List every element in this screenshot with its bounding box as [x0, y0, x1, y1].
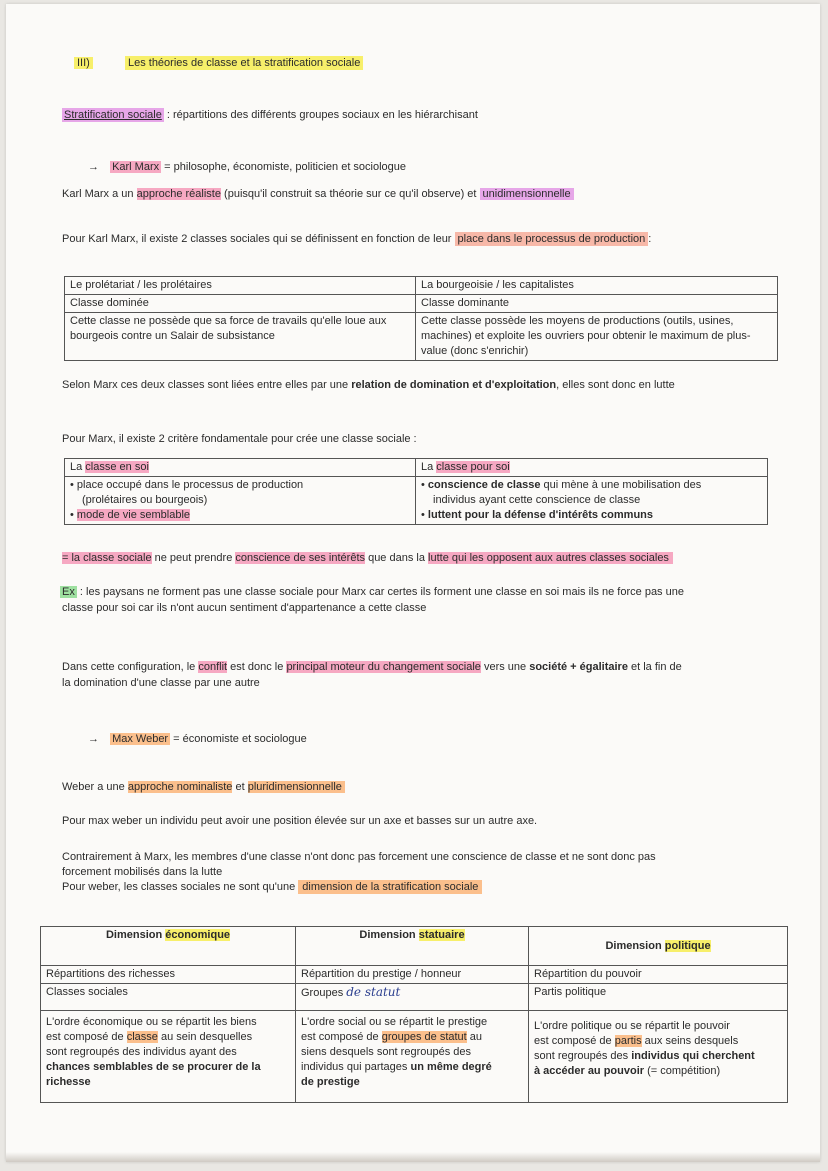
section-heading	[74, 56, 363, 71]
highlight-pluridimensionnelle: pluridimensionnelle	[248, 781, 345, 793]
highlight-pour-soi: classe pour soi	[436, 461, 510, 473]
section-numeral: III)	[74, 57, 93, 69]
document-page	[6, 4, 820, 1162]
text-part: La	[421, 461, 437, 473]
example-line-2: classe pour soi car ils n'ont aucun sentiment d'appartenance a cette classe	[62, 602, 427, 614]
text-part: :	[648, 233, 652, 245]
highlight-en-soi: classe en soi	[85, 461, 149, 473]
text-line: L'ordre politique ou se répartit le pouvoir	[534, 1020, 730, 1032]
text-part: Karl Marx a un	[62, 188, 137, 200]
proletariat-title: Le prolétariat / les prolétaires	[65, 277, 416, 295]
criterion-struggle: luttent pour la défense d'intérêts communs	[427, 509, 654, 521]
text-part: est composé de	[534, 1035, 615, 1047]
proletariat-status: Classe dominée	[65, 295, 416, 313]
handwritten-statut: de statut	[346, 985, 401, 999]
bullet-icon: •	[421, 509, 425, 521]
criterion-consciousness-detail: individus ayant cette conscience de classe	[433, 494, 641, 506]
bold-degre: un même degré	[410, 1061, 492, 1073]
marx-approach	[62, 187, 574, 202]
criterion-consciousness: conscience de classe	[427, 479, 541, 491]
text-part: que dans la	[365, 552, 429, 564]
weber-dimensions-table	[40, 926, 788, 1103]
bold-societe: société + égalitaire	[529, 661, 628, 673]
dim-pol-r2: Partis politique	[529, 984, 788, 1011]
text-part: Dimension	[359, 929, 419, 941]
bold-individus: individus qui cherchent	[631, 1050, 755, 1062]
text-part: est donc le	[227, 661, 287, 673]
definition-term: Stratification sociale	[64, 109, 162, 121]
dim-statut-r1: Répartition du prestige / honneur	[296, 966, 529, 984]
text-part: (puisqu'il construit sa théorie sur ce qu'il observe) et	[220, 188, 480, 200]
text-part: , elles sont donc en lutte	[556, 379, 675, 391]
definition	[62, 108, 478, 123]
marx-classes-table	[64, 276, 778, 361]
dim-pol-head	[529, 927, 788, 966]
marx-conclusion	[62, 551, 673, 566]
weber-dimension	[62, 880, 482, 895]
bourgeoisie-desc: Cette classe possède les moyens de productions (outils, usines, machines) et exploite les ouvriers pour obtenir le maximum de plus-value (donc s'enrichir)	[416, 313, 778, 361]
highlight-partis: partis	[614, 1035, 642, 1047]
dim-pol-r1: Répartition du pouvoir	[529, 966, 788, 984]
dim-statut-r2	[296, 984, 529, 1011]
text-part: qui mène à une mobilisation des	[540, 479, 702, 491]
text-line: L'ordre social ou se répartit le prestige	[301, 1016, 488, 1028]
highlight-lutte: lutte qui les opposent aux autres classes sociales	[428, 552, 673, 564]
criteria-intro: Pour Marx, il existe 2 critère fondamentale pour crée une classe sociale :	[62, 433, 417, 445]
text-part: Dimension	[105, 929, 166, 941]
criterion-place: place occupé dans le processus de production	[76, 479, 304, 491]
highlight-eco: économique	[165, 929, 231, 941]
definition-text: : répartitions des différents groupes sociaux en les hiérarchisant	[163, 109, 478, 121]
highlight-statut: statuaire	[418, 929, 465, 941]
arrow-icon: →	[88, 161, 99, 173]
bold-relation: relation de domination et d'exploitation	[351, 379, 557, 391]
marx-heading	[88, 160, 406, 175]
text-line: L'ordre économique ou se répartit les biens	[46, 1016, 257, 1028]
text-part: au sein desquelles	[157, 1031, 253, 1043]
dim-eco-r1: Répartitions des richesses	[41, 966, 296, 984]
section-title: Les théories de classe et la stratification sociale	[125, 56, 363, 70]
dim-pol-desc	[529, 1011, 788, 1103]
dim-eco-r2: Classes sociales	[41, 984, 296, 1011]
text-part: sont regroupés des	[534, 1050, 632, 1062]
proletariat-desc: Cette classe ne possède que sa force de travails qu'elle loue aux bourgeois contre un Salair de subsistance	[65, 313, 416, 361]
text-part: aux seins desquels	[641, 1035, 739, 1047]
bourgeoisie-status: Classe dominante	[416, 295, 778, 313]
bullet-icon: •	[70, 509, 74, 521]
weber-contrary-2: forcement mobilisés dans la lutte	[62, 866, 223, 878]
text-part: Weber a une	[62, 781, 128, 793]
highlight-conflit: conflit	[198, 661, 228, 673]
text-part: individus qui partages	[301, 1061, 411, 1073]
dim-eco-desc	[41, 1011, 296, 1103]
text-part: vers une	[480, 661, 530, 673]
dim-statut-head	[296, 927, 529, 966]
weber-name: Max Weber	[112, 733, 169, 745]
bold-pouvoir: à accéder au pouvoir	[534, 1065, 645, 1077]
highlight-classe-sociale: = la classe sociale	[62, 552, 152, 564]
text-part: et	[232, 781, 248, 793]
bullet-icon: •	[421, 479, 425, 491]
weber-axis: Pour max weber un individu peut avoir une position élevée sur un axe et basses sur un autre axe.	[62, 815, 538, 827]
highlight-moteur: principal moteur du changement sociale	[286, 661, 481, 673]
dim-eco-head	[41, 927, 296, 966]
text-line: richesse	[46, 1076, 91, 1088]
dim-statut-desc	[296, 1011, 529, 1103]
text-part: Selon Marx ces deux classes sont liées entre elles par une	[62, 379, 352, 391]
text-part: est composé de	[301, 1031, 382, 1043]
text-part: au	[466, 1031, 483, 1043]
highlight-groupes: groupes de statut	[381, 1031, 467, 1043]
class-criteria-table	[64, 458, 768, 525]
class-pour-soi-head	[416, 459, 768, 477]
marx-classes-intro	[62, 232, 651, 247]
bullet-icon: •	[70, 479, 74, 491]
highlight-dimension: dimension de la stratification sociale	[298, 880, 482, 894]
weber-heading	[88, 732, 307, 747]
criterion-place-detail: (prolétaires ou bourgeois)	[82, 494, 208, 506]
text-part: Dans cette configuration, le	[62, 661, 199, 673]
marx-relation	[62, 378, 675, 393]
bourgeoisie-title: La bourgeoisie / les capitalistes	[416, 277, 778, 295]
page-edge-shadow	[6, 1152, 820, 1162]
text-part: Pour weber, les classes sociales ne sont qu'une	[62, 881, 299, 893]
text-part: et la fin de	[627, 661, 682, 673]
text-line: sont regroupés des individus ayant des	[46, 1046, 237, 1058]
class-pour-soi-body	[416, 477, 768, 525]
highlight-nominaliste: approche nominaliste	[127, 781, 233, 793]
arrow-icon: →	[88, 733, 99, 745]
highlight-realist: approche réaliste	[136, 188, 221, 200]
highlight-classe: classe	[126, 1031, 158, 1043]
text-part: Dimension	[605, 939, 665, 952]
weber-contrary-1: Contrairement à Marx, les membres d'une classe n'ont donc pas forcement une conscience de classe et ne sont donc pas	[62, 851, 656, 863]
highlight-interets: conscience de ses intérêts	[235, 552, 366, 564]
text-part: Pour Karl Marx, il existe 2 classes sociales qui se définissent en fonction de leur	[62, 233, 455, 245]
weber-approach	[62, 780, 345, 795]
text-part: La	[70, 461, 86, 473]
text-line: siens desquels sont regroupés des	[301, 1046, 471, 1058]
text-line: de prestige	[301, 1076, 360, 1088]
text-line: chances semblables de se procurer de la	[46, 1061, 261, 1073]
config-line-1	[62, 660, 682, 675]
text-part: ne peut prendre	[151, 552, 236, 564]
class-en-soi-body	[65, 477, 416, 525]
example-tag: Ex	[62, 586, 75, 598]
highlight-unidimensional: unidimensionnelle	[480, 188, 574, 200]
marx-name: Karl Marx	[112, 161, 160, 173]
class-en-soi-head	[65, 459, 416, 477]
marx-desc: = philosophe, économiste, politicien et sociologue	[161, 161, 407, 173]
weber-desc: = économiste et sociologue	[170, 733, 307, 745]
highlight-pol: politique	[664, 939, 711, 952]
criterion-lifestyle: mode de vie semblable	[76, 509, 191, 521]
text-part: Groupes	[301, 987, 347, 999]
text-part: : les paysans ne forment pas une classe sociale pour Marx car certes ils forment une classe en soi mais ils ne force pas une	[76, 586, 684, 598]
highlight-production: place dans le processus de production	[455, 232, 649, 246]
text-part: (= compétition)	[644, 1065, 721, 1077]
example-line-1	[60, 585, 684, 600]
config-line-2: la domination d'une classe par une autre	[62, 677, 260, 689]
text-part: est composé de	[46, 1031, 127, 1043]
